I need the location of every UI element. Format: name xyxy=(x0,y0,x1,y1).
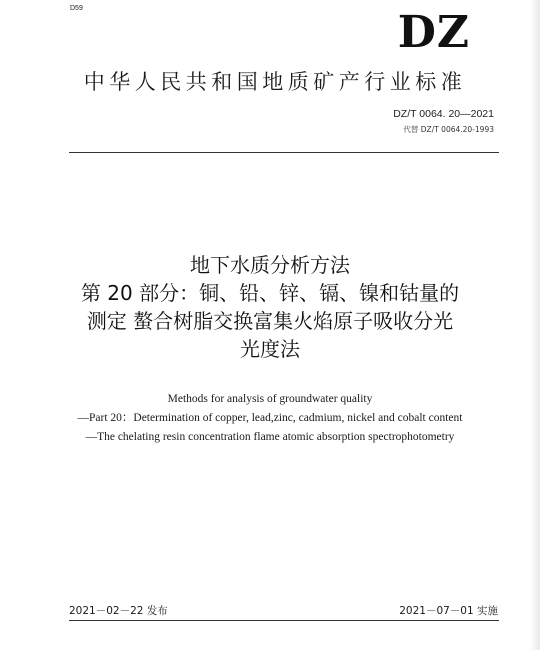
title-line: 测定 螯合树脂交换富集火焰原子吸收分光 xyxy=(86,309,454,333)
replaces-standard: 代替 DZ/T 0064.20-1993 xyxy=(403,125,494,134)
standard-number: DZ/T 0064. 20—2021 xyxy=(393,108,494,120)
classification-code: D59 xyxy=(70,5,83,12)
issuing-authority: 中华人民共和国地质矿产行业标准 xyxy=(83,70,467,94)
title-line: 地下水质分析方法 xyxy=(190,253,350,277)
top-divider xyxy=(69,152,499,153)
chinese-title xyxy=(30,251,510,363)
page-edge-shadow xyxy=(530,0,540,650)
brand-mark-logo: DZ xyxy=(397,7,470,58)
english-title-line: —Part 20：Determination of copper, lead,zinc, cadmium, nickel and cobalt content xyxy=(77,412,463,424)
title-line: 光度法 xyxy=(240,337,300,361)
bottom-divider xyxy=(69,620,499,621)
english-title-line: Methods for analysis of groundwater quality xyxy=(167,393,373,405)
title-line: 第 20 部分：铜、铅、锌、镉、镍和钴量的 xyxy=(80,281,460,305)
issue-date: 2021－02－22 发布 xyxy=(69,605,168,617)
english-title xyxy=(30,390,510,447)
implementation-date: 2021－07－01 实施 xyxy=(399,605,498,617)
english-title-line: —The chelating resin concentration flame atomic absorption spectrophotometry xyxy=(85,431,455,443)
